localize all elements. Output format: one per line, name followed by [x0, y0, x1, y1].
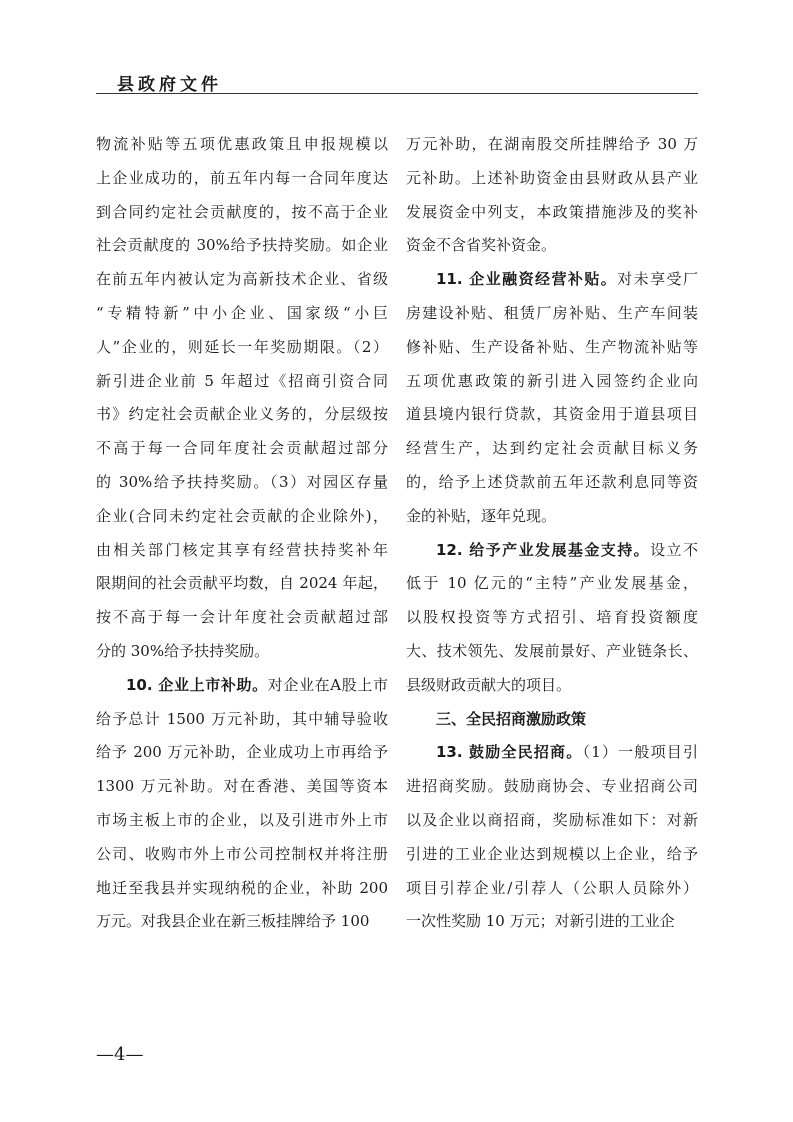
section-heading: 11. 企业融资经营补贴。: [436, 270, 618, 289]
line-text: 设立不: [650, 540, 698, 559]
line-text: 低于 10 亿元的“主特”产业发展基金，: [406, 574, 698, 593]
line-text: 房建设补贴、租赁厂房补贴、生产车间装: [406, 303, 698, 322]
text-line: [96, 669, 388, 703]
text-line: [96, 162, 388, 196]
text-line: [406, 905, 698, 939]
line-text: 人”企业的，则延长一年奖励期限。（2）: [96, 337, 388, 356]
text-line: [96, 736, 388, 770]
line-text: 到合同约定社会贡献度的，按不高于企业: [96, 202, 388, 221]
text-line: [96, 804, 388, 838]
header-title: 县政府文件: [117, 75, 222, 95]
text-line: [406, 128, 698, 162]
line-text: 进招商奖励。鼓励商协会、专业招商公司: [406, 777, 698, 796]
line-text: 修补贴、生产设备补贴、生产物流补贴等: [406, 337, 698, 356]
text-line: [406, 196, 698, 230]
text-line: [96, 500, 388, 534]
line-text: 项目引荐企业/引荐人（公职人员除外）: [406, 878, 698, 897]
line-text: 社会贡献度的 30%给予扶持奖励。如企业: [96, 236, 388, 255]
line-text: 的 30%给予扶持奖励。（3）对园区存量: [96, 472, 388, 491]
line-text: 公司、收购市外上市公司控制权并将注册: [96, 844, 388, 863]
line-text: 在前五年内被认定为高新技术企业、省级: [96, 270, 388, 289]
line-text: 以及企业以商招商，奖励标准如下：对新: [406, 810, 698, 829]
text-line: [406, 229, 698, 263]
line-text: 对未享受厂: [617, 270, 698, 289]
text-line: [96, 838, 388, 872]
text-line: [96, 398, 388, 432]
text-line: [406, 872, 698, 906]
text-line: [406, 703, 698, 737]
line-text: 对企业在A股上市: [267, 675, 388, 694]
line-text: 元补助。上述补助资金由县财政从县产业: [406, 168, 698, 187]
line-text: 资金不含省奖补资金。: [406, 236, 557, 255]
text-line: [96, 128, 388, 162]
line-text: 县级财政贡献大的项目。: [406, 675, 572, 694]
line-text: 由相关部门核定其享有经营扶持奖补年: [96, 540, 388, 559]
text-line: [96, 365, 388, 399]
page-number: —4—: [96, 1044, 144, 1065]
line-text: 一次性奖励 10 万元；对新引进的工业企: [406, 912, 675, 931]
text-line: [406, 263, 698, 297]
text-line: [96, 196, 388, 230]
text-line: [96, 703, 388, 737]
text-line: [96, 905, 388, 939]
line-text: 发展资金中列支，本政策措施涉及的奖补: [406, 202, 698, 221]
text-line: [406, 601, 698, 635]
text-line: [96, 466, 388, 500]
text-line: [96, 229, 388, 263]
text-line: [96, 263, 388, 297]
line-text: 分的 30%给予扶持奖励。: [96, 641, 270, 660]
section-heading: 三、全民招商激励政策: [436, 709, 587, 728]
line-text: 大、技术领先、发展前景好、产业链条长、: [406, 641, 698, 660]
line-text: 新引进企业前 5 年超过《招商引资合同: [96, 371, 388, 390]
text-line: [406, 432, 698, 466]
text-line: [406, 398, 698, 432]
text-line: [406, 297, 698, 331]
text-line: [96, 567, 388, 601]
line-text: 限期间的社会贡献平均数，自 2024 年起，: [96, 574, 388, 593]
text-line: [406, 534, 698, 568]
line-text: 给予总计 1500 万元补助，其中辅导验收: [96, 709, 388, 728]
line-text: 给予 200 万元补助，企业成功上市再给予: [96, 743, 388, 762]
text-line: [96, 297, 388, 331]
section-heading: 12. 给予产业发展基金支持。: [436, 540, 651, 559]
line-text: （1）一般项目引: [582, 743, 699, 762]
line-text: 不高于每一合同年度社会贡献超过部分: [96, 439, 388, 458]
text-line: [406, 770, 698, 804]
right-column: [406, 128, 698, 939]
line-text: 上企业成功的，前五年内每一合同年度达: [96, 168, 388, 187]
text-line: [96, 534, 388, 568]
line-text: 万元补助，在湖南股交所挂牌给予 30 万: [406, 135, 698, 153]
line-text: 道县境内银行贷款，其资金用于道县项目: [406, 405, 698, 424]
text-line: [96, 601, 388, 635]
text-line: [406, 669, 698, 703]
text-line: [406, 804, 698, 838]
text-line: [406, 500, 698, 534]
line-text: 物流补贴等五项优惠政策且申报规模以: [96, 135, 388, 153]
text-line: [406, 365, 698, 399]
line-text: 以股权投资等方式招引、培育投资额度: [406, 608, 698, 627]
text-line: [406, 838, 698, 872]
line-text: “专精特新”中小企业、国家级“小巨: [96, 303, 388, 322]
line-text: 万元。对我县企业在新三板挂牌给予 100: [96, 912, 370, 931]
line-text: 书》约定社会贡献企业义务的，分层级按: [96, 405, 388, 424]
line-text: 企业(合同未约定社会贡献的企业除外)，: [96, 506, 388, 525]
text-line: [406, 635, 698, 669]
section-heading: 13. 鼓励全民招商。: [436, 743, 583, 762]
line-text: 的，给予上述贷款前五年还款利息同等资: [406, 472, 698, 491]
line-text: 经营生产，达到约定社会贡献目标义务: [406, 439, 698, 458]
text-line: [96, 432, 388, 466]
text-line: [406, 736, 698, 770]
text-line: [96, 331, 388, 365]
line-text: 地迁至我县并实现纳税的企业，补助 200: [96, 878, 388, 897]
line-text: 按不高于每一会计年度社会贡献超过部: [96, 608, 388, 627]
section-heading: 10. 企业上市补助。: [126, 675, 268, 694]
text-line: [96, 635, 388, 669]
line-text: 市场主板上市的企业，以及引进市外上市: [96, 810, 388, 829]
text-line: [406, 567, 698, 601]
line-text: 五项优惠政策的新引进入园签约企业向: [406, 371, 698, 390]
line-text: 引进的工业企业达到规模以上企业，给予: [406, 844, 698, 863]
text-line: [96, 770, 388, 804]
text-line: [406, 466, 698, 500]
line-text: 1300 万元补助。对在香港、美国等资本: [96, 777, 388, 796]
text-line: [406, 331, 698, 365]
header-rule: [96, 93, 698, 94]
line-text: 金的补贴，逐年兑现。: [406, 506, 557, 525]
left-column: [96, 128, 388, 939]
text-line: [96, 872, 388, 906]
text-line: [406, 162, 698, 196]
